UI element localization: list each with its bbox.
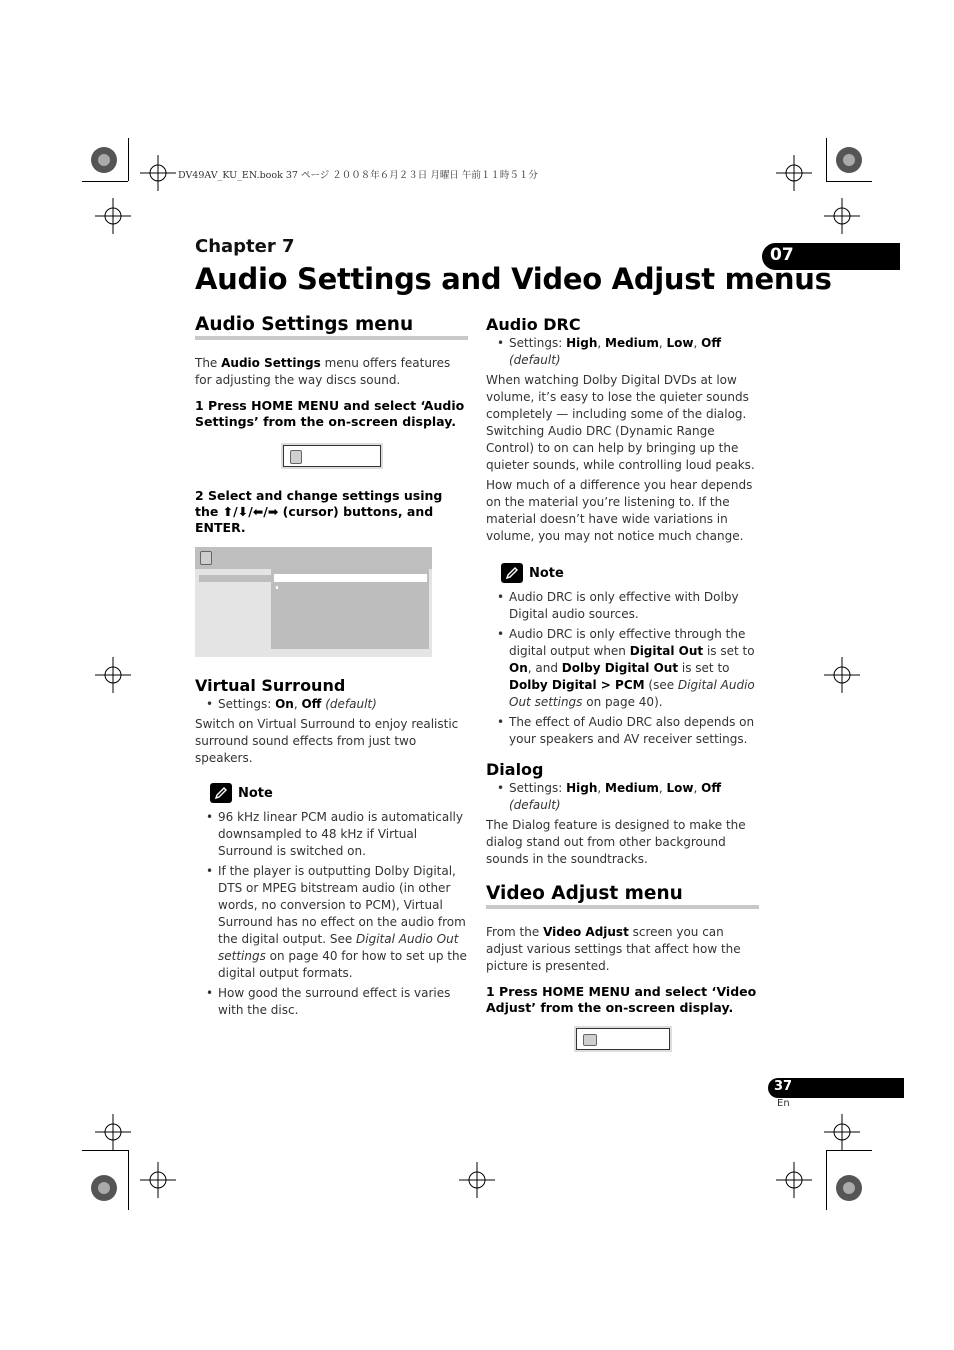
registration-mark — [776, 1162, 812, 1198]
audio-settings-icon — [200, 551, 212, 565]
note-heading: Note — [210, 783, 468, 803]
list-item: • Settings: High, Medium, Low, Off (default) — [486, 335, 759, 369]
osd-audio-box — [283, 445, 381, 467]
video-adjust-intro: From the Video Adjust screen you can adjust various settings that affect how the picture is presented. — [486, 925, 741, 973]
pencil-icon — [501, 563, 523, 583]
virtual-surround-heading: Virtual Surround — [195, 676, 346, 695]
registration-mark — [776, 155, 812, 191]
registration-mark — [824, 198, 860, 234]
audio-drc-body-2: How much of a difference you hear depends on the material you’re listening to. If the material doesn’t have wide variations in volume, you may not notice much change. — [486, 478, 753, 543]
video-adjust-icon — [583, 1034, 597, 1046]
registration-mark — [95, 1114, 131, 1150]
list-item: • Settings: On, Off (default) — [195, 696, 468, 713]
registration-mark — [824, 1114, 860, 1150]
osd-audio-menu — [195, 547, 432, 657]
right-column — [486, 316, 759, 1068]
video-adjust-heading: Video Adjust menu — [486, 885, 759, 909]
print-header: DV49AV_KU_EN.book 37 ページ ２００８年６月２３日 月曜日 午前１１時５１分 — [178, 170, 538, 181]
audio-drc-settings — [486, 335, 759, 369]
audio-drc-body-1: When watching Dolby Digital DVDs at low volume, it’s easy to lose the quieter sounds completely — including some of the dialog. Switching Audio DRC (Dynamic Range Control) to on can help by bringing up the quieter sounds, while controlling loud peaks. — [486, 373, 755, 472]
list-item: • The effect of Audio DRC also depends on your speakers and AV receiver settings. — [486, 714, 759, 748]
step-1-audio: 1 Press HOME MENU and select ‘Audio Settings’ from the on-screen display. — [195, 398, 465, 429]
audio-settings-heading: Audio Settings menu — [195, 316, 468, 340]
list-item: • Audio DRC is only effective through the digital output when Digital Out is set to On, and Dolby Digital Out is set to Dolby Digital > PCM (see Digital Audio Out settings on page 40). — [486, 626, 759, 711]
osd-submenu-highlight — [274, 574, 427, 582]
audio-drc-heading: Audio DRC — [486, 315, 581, 334]
dialog-heading: Dialog — [486, 760, 544, 779]
crosshair-mark-top-left — [88, 140, 120, 180]
osd-menu-header — [195, 547, 432, 569]
osd-video-box — [576, 1028, 670, 1050]
list-item: • If the player is outputting Dolby Digital, DTS or MPEG bitstream audio (in other words, no conversion to PCM), Virtual Surround has no effect on the audio from the digital output. See Digital Audio Out settings on page 40 for how to set up the digital output formats. — [195, 863, 468, 982]
chapter-number: 07 — [770, 245, 794, 265]
chapter-label: Chapter 7 — [195, 236, 295, 257]
crosshair-mark-top-right — [833, 140, 865, 180]
registration-mark — [459, 1162, 495, 1198]
pencil-icon — [210, 783, 232, 803]
osd-video-small — [486, 1022, 759, 1068]
crosshair-mark-bottom-left — [88, 1168, 120, 1208]
list-item: • Audio DRC is only effective with Dolby Digital audio sources. — [486, 589, 759, 623]
list-item: • How good the surround effect is varies with the disc. — [195, 985, 468, 1019]
registration-mark — [95, 657, 131, 693]
registration-mark — [95, 198, 131, 234]
registration-mark — [140, 155, 176, 191]
crosshair-mark-bottom-right — [833, 1168, 865, 1208]
page-title: Audio Settings and Video Adjust menus — [195, 262, 832, 296]
left-column — [195, 316, 468, 1022]
audio-settings-intro: The Audio Settings menu offers features for adjusting the way discs sound. — [195, 356, 451, 387]
registration-mark — [140, 1162, 176, 1198]
registration-mark — [824, 657, 860, 693]
virtual-surround-notes — [195, 809, 468, 1019]
virtual-surround-body: Switch on Virtual Surround to enjoy realistic surround sound effects from just two speakers. — [195, 717, 459, 765]
language-label: En — [777, 1098, 790, 1109]
step-2-audio: 2 Select and change settings using the ⬆/⬇/⬅/➡ (cursor) buttons, and ENTER. — [195, 488, 443, 535]
dialog-settings — [486, 780, 759, 814]
audio-settings-icon — [290, 450, 302, 464]
list-item: • 96 kHz linear PCM audio is automatically downsampled to 48 kHz if Virtual Surround is switched on. — [195, 809, 468, 860]
osd-audio-small — [195, 436, 468, 482]
virtual-surround-settings — [195, 696, 468, 713]
step-1-video: 1 Press HOME MENU and select ‘Video Adjust’ from the on-screen display. — [486, 984, 757, 1015]
note-heading: Note — [501, 563, 759, 583]
osd-cursor-dot — [276, 586, 278, 589]
page-number: 37 — [774, 1079, 793, 1094]
dialog-body: The Dialog feature is designed to make the dialog stand out from other background sounds in the soundtracks. — [486, 818, 746, 866]
osd-menu-item — [199, 575, 271, 582]
page-number-tab — [768, 1078, 904, 1098]
audio-drc-notes — [486, 589, 759, 748]
list-item: • Settings: High, Medium, Low, Off (default) — [486, 780, 759, 814]
